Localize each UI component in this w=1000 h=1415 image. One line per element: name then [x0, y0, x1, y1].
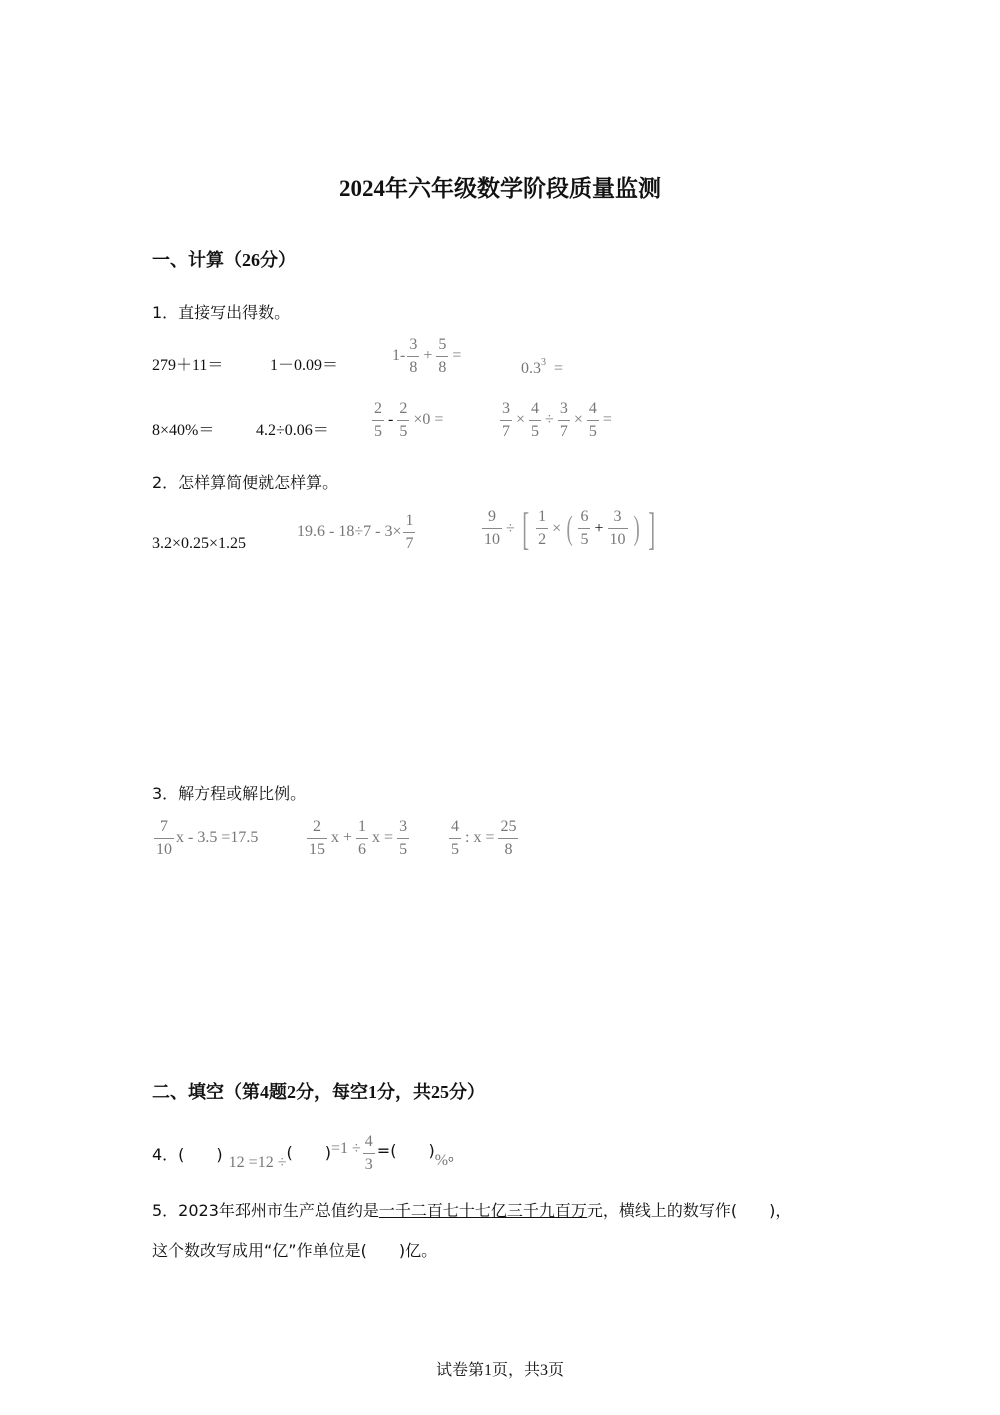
- fraction: $\frac{2}{5}$: [374, 400, 382, 440]
- q5-text-b: 元，横线上的数写作( )，: [586, 1201, 792, 1220]
- equation-tail: x - 3.5 =17.5: [176, 829, 259, 847]
- left-bracket: [: [521, 503, 529, 554]
- q4-part-3: =1 ÷: [330, 1140, 361, 1157]
- page-title: 2024年六年级数学阶段质量监测: [339, 176, 661, 201]
- fraction: $\frac{3}{5}$: [399, 818, 408, 858]
- fraction: $\frac{4}{3}$: [364, 1132, 373, 1173]
- expr-fraction-sum: [392, 336, 463, 376]
- variable-term: x +: [331, 829, 353, 847]
- fraction: $\frac{1}{7}$: [405, 512, 414, 552]
- question-5-line-2: 这个数改写成用“亿”作单位是( )亿。: [152, 1241, 438, 1260]
- ratio-middle: : x =: [465, 829, 495, 847]
- operator: ×: [516, 411, 526, 429]
- fraction: $\frac{7}{10}$: [156, 818, 172, 858]
- expr-279-plus-11: 279＋11＝: [152, 357, 224, 374]
- right-bracket: ]: [648, 503, 655, 554]
- expr-8-times-40pct: 8×40%＝: [152, 422, 215, 439]
- operator: -: [388, 411, 394, 429]
- right-paren: ): [633, 509, 640, 547]
- operator: ×: [552, 519, 562, 537]
- question-1-label: 1．直接写出得数。: [152, 303, 291, 322]
- page-footer: 试卷第1页，共3页: [435, 1362, 564, 1379]
- fraction: $\frac{25}{8}$: [500, 818, 517, 858]
- fraction: $\frac{3}{10}$: [609, 508, 626, 548]
- equation-2: [305, 818, 411, 858]
- left-paren: (: [566, 509, 573, 547]
- fraction: $\frac{3}{7}$: [502, 400, 510, 440]
- operator: +: [423, 347, 433, 365]
- section-heading-fill: 二、填空（第4题2分，每空1分，共25分）: [152, 1082, 485, 1102]
- equals: =: [452, 347, 462, 365]
- proportion-1: [447, 818, 520, 858]
- q4-blank-1: ( ): [286, 1142, 331, 1162]
- expr-lead: 1-: [392, 347, 406, 365]
- question-4: [152, 1128, 464, 1178]
- question-3-label: 3．解方程或解比例。: [152, 784, 307, 803]
- q5-text-a: 5．2023年邳州市生产总值约是: [152, 1201, 379, 1220]
- fraction: $\frac{9}{10}$: [484, 508, 500, 548]
- operator: +: [594, 519, 604, 537]
- fraction: $\frac{4}{5}$: [531, 400, 540, 440]
- fraction: $\frac{2}{15}$: [309, 818, 325, 858]
- section-heading-calc: 一、计算（26分）: [152, 250, 296, 270]
- power-base: 0.3: [521, 360, 541, 377]
- expr-lead: 19.6 - 18÷7 - 3×: [297, 523, 402, 541]
- expr-mixed-ops: [297, 512, 417, 552]
- expr-tail: ×0 =: [413, 411, 444, 429]
- expr-fraction-diff: [370, 400, 445, 440]
- expr-fraction-product: [498, 400, 614, 440]
- expr-bracket: [480, 502, 660, 555]
- question-5-line-1: [152, 1198, 791, 1221]
- q4-lead: 4．( ): [152, 1144, 223, 1164]
- expr-power: [521, 356, 565, 378]
- fraction: $\frac{3}{8}$: [409, 336, 418, 376]
- operator: ÷: [506, 519, 515, 537]
- q4-end: 。: [448, 1144, 465, 1164]
- expr-32-025-125: 3.2×0.25×1.25: [152, 535, 247, 552]
- q4-percent: %: [434, 1152, 449, 1169]
- equals: =: [602, 411, 612, 429]
- variable-term: x =: [372, 829, 394, 847]
- power-exponent: 3: [541, 356, 546, 368]
- fraction: $\frac{1}{6}$: [358, 818, 367, 858]
- fraction: $\frac{4}{5}$: [451, 818, 459, 858]
- q4-blank-2: =( ): [376, 1140, 435, 1160]
- q4-part-1: 12 =12 ÷: [228, 1154, 287, 1171]
- equals: =: [554, 360, 564, 377]
- q5-underlined-number: 一千二百七十七亿三千九百万: [378, 1201, 587, 1220]
- fraction: $\frac{5}{8}$: [438, 336, 447, 376]
- fraction: $\frac{3}{7}$: [559, 400, 568, 440]
- fraction: $\frac{6}{5}$: [580, 508, 589, 548]
- expr-42-div-006: 4.2÷0.06＝: [256, 422, 329, 439]
- fraction: $\frac{2}{5}$: [399, 400, 408, 440]
- question-2-label: 2．怎样算简便就怎样算。: [152, 473, 339, 492]
- operator: ×: [573, 411, 583, 429]
- equation-1: [152, 818, 258, 858]
- fraction: $\frac{4}{5}$: [588, 400, 597, 440]
- expr-1-minus-009: 1－0.09＝: [270, 357, 339, 374]
- operator: ÷: [545, 411, 554, 429]
- fraction: $\frac{1}{2}$: [538, 508, 547, 548]
